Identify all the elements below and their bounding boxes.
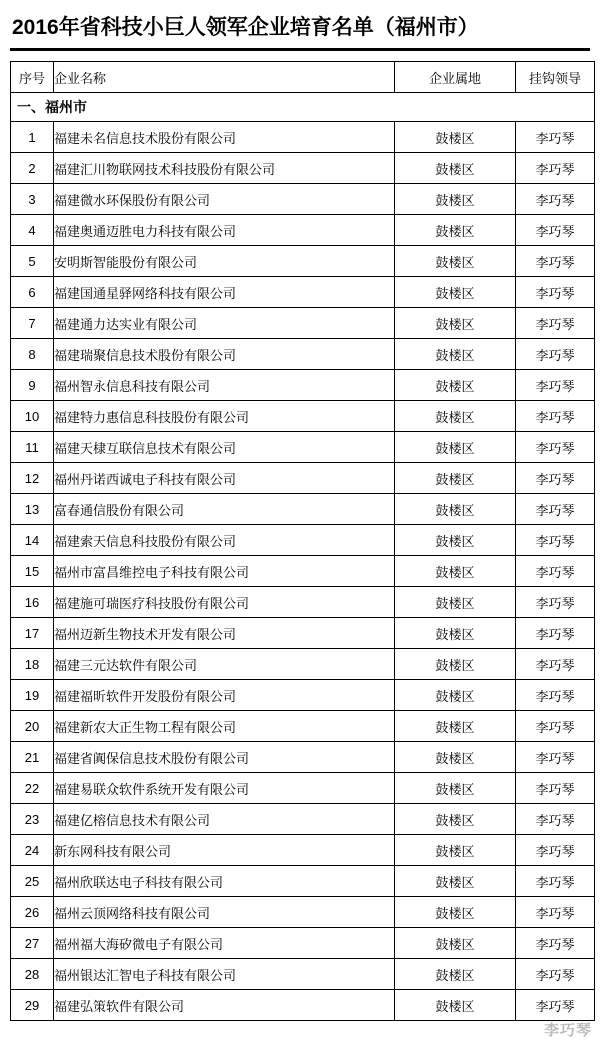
cell-index: 15	[11, 556, 54, 587]
column-header-leader: 挂钩领导	[516, 62, 595, 93]
cell-enterprise-name: 安明斯智能股份有限公司	[54, 246, 395, 277]
table-row	[11, 928, 595, 959]
cell-enterprise-name: 福州福大海矽微电子有限公司	[54, 928, 395, 959]
enterprise-table	[10, 61, 595, 1021]
cell-leader: 李巧琴	[516, 649, 595, 680]
table-row	[11, 432, 595, 463]
cell-area: 鼓楼区	[395, 463, 516, 494]
cell-area: 鼓楼区	[395, 897, 516, 928]
table-row	[11, 308, 595, 339]
cell-leader: 李巧琴	[516, 990, 595, 1021]
cell-index: 9	[11, 370, 54, 401]
cell-area: 鼓楼区	[395, 649, 516, 680]
cell-leader: 李巧琴	[516, 804, 595, 835]
table-row	[11, 711, 595, 742]
table-row	[11, 277, 595, 308]
cell-index: 19	[11, 680, 54, 711]
cell-area: 鼓楼区	[395, 711, 516, 742]
cell-area: 鼓楼区	[395, 308, 516, 339]
cell-leader: 李巧琴	[516, 835, 595, 866]
column-header-index: 序号	[11, 62, 54, 93]
cell-enterprise-name: 富春通信股份有限公司	[54, 494, 395, 525]
table-row	[11, 556, 595, 587]
cell-area: 鼓楼区	[395, 835, 516, 866]
cell-leader: 李巧琴	[516, 556, 595, 587]
table-row	[11, 618, 595, 649]
cell-area: 鼓楼区	[395, 680, 516, 711]
table-row	[11, 339, 595, 370]
cell-enterprise-name: 福建未名信息技术股份有限公司	[54, 122, 395, 153]
table-row	[11, 990, 595, 1021]
cell-index: 26	[11, 897, 54, 928]
cell-leader: 李巧琴	[516, 742, 595, 773]
table-row	[11, 804, 595, 835]
cell-leader: 李巧琴	[516, 773, 595, 804]
cell-index: 28	[11, 959, 54, 990]
cell-enterprise-name: 福州欣联达电子科技有限公司	[54, 866, 395, 897]
table-row	[11, 463, 595, 494]
cell-index: 13	[11, 494, 54, 525]
cell-leader: 李巧琴	[516, 339, 595, 370]
table-row	[11, 184, 595, 215]
cell-leader: 李巧琴	[516, 959, 595, 990]
cell-area: 鼓楼区	[395, 804, 516, 835]
table-row	[11, 246, 595, 277]
table-row	[11, 525, 595, 556]
cell-leader: 李巧琴	[516, 432, 595, 463]
table-row	[11, 773, 595, 804]
cell-enterprise-name: 福建弘策软件有限公司	[54, 990, 395, 1021]
cell-area: 鼓楼区	[395, 370, 516, 401]
table-header-row	[11, 62, 595, 93]
cell-index: 27	[11, 928, 54, 959]
table-row	[11, 742, 595, 773]
cell-leader: 李巧琴	[516, 215, 595, 246]
table-section-row	[11, 93, 595, 122]
cell-enterprise-name: 福州迈新生物技术开发有限公司	[54, 618, 395, 649]
cell-index: 25	[11, 866, 54, 897]
cell-area: 鼓楼区	[395, 215, 516, 246]
cell-area: 鼓楼区	[395, 742, 516, 773]
cell-index: 11	[11, 432, 54, 463]
cell-leader: 李巧琴	[516, 122, 595, 153]
cell-index: 5	[11, 246, 54, 277]
cell-leader: 李巧琴	[516, 184, 595, 215]
cell-area: 鼓楼区	[395, 122, 516, 153]
cell-index: 16	[11, 587, 54, 618]
cell-area: 鼓楼区	[395, 246, 516, 277]
cell-enterprise-name: 福建微水环保股份有限公司	[54, 184, 395, 215]
cell-leader: 李巧琴	[516, 401, 595, 432]
cell-index: 24	[11, 835, 54, 866]
document-title-bar	[10, 14, 590, 51]
cell-enterprise-name: 福建特力惠信息科技股份有限公司	[54, 401, 395, 432]
cell-leader: 李巧琴	[516, 587, 595, 618]
cell-index: 1	[11, 122, 54, 153]
cell-enterprise-name: 福建福昕软件开发股份有限公司	[54, 680, 395, 711]
cell-enterprise-name: 福建三元达软件有限公司	[54, 649, 395, 680]
cell-enterprise-name: 福建新农大正生物工程有限公司	[54, 711, 395, 742]
cell-enterprise-name: 福建瑞聚信息技术股份有限公司	[54, 339, 395, 370]
table-row	[11, 215, 595, 246]
cell-leader: 李巧琴	[516, 494, 595, 525]
cell-leader: 李巧琴	[516, 308, 595, 339]
cell-enterprise-name: 福建奥通迈胜电力科技有限公司	[54, 215, 395, 246]
page-title: 2016年省科技小巨人领军企业培育名单（福州市）	[12, 16, 479, 39]
cell-area: 鼓楼区	[395, 153, 516, 184]
cell-enterprise-name: 福州智永信息科技有限公司	[54, 370, 395, 401]
cell-index: 20	[11, 711, 54, 742]
cell-index: 2	[11, 153, 54, 184]
cell-area: 鼓楼区	[395, 556, 516, 587]
cell-enterprise-name: 福建通力达实业有限公司	[54, 308, 395, 339]
cell-index: 6	[11, 277, 54, 308]
cell-enterprise-name: 福州丹诺西诚电子科技有限公司	[54, 463, 395, 494]
cell-area: 鼓楼区	[395, 277, 516, 308]
cell-leader: 李巧琴	[516, 928, 595, 959]
table-row	[11, 153, 595, 184]
cell-index: 22	[11, 773, 54, 804]
cell-area: 鼓楼区	[395, 184, 516, 215]
cell-leader: 李巧琴	[516, 463, 595, 494]
cell-area: 鼓楼区	[395, 525, 516, 556]
cell-area: 鼓楼区	[395, 618, 516, 649]
cell-leader: 李巧琴	[516, 866, 595, 897]
table-row	[11, 122, 595, 153]
cell-area: 鼓楼区	[395, 866, 516, 897]
table-row	[11, 866, 595, 897]
cell-enterprise-name: 福建天棣互联信息技术有限公司	[54, 432, 395, 463]
cell-area: 鼓楼区	[395, 432, 516, 463]
cell-area: 鼓楼区	[395, 339, 516, 370]
column-header-area: 企业属地	[395, 62, 516, 93]
table-body	[11, 93, 595, 1021]
cell-leader: 李巧琴	[516, 277, 595, 308]
cell-enterprise-name: 福建省阗保信息技术股份有限公司	[54, 742, 395, 773]
watermark-text: 李巧琴	[543, 1022, 592, 1039]
cell-leader: 李巧琴	[516, 897, 595, 928]
cell-index: 4	[11, 215, 54, 246]
cell-enterprise-name: 福建施可瑞医疗科技股份有限公司	[54, 587, 395, 618]
cell-index: 7	[11, 308, 54, 339]
table-header	[11, 62, 595, 93]
cell-index: 12	[11, 463, 54, 494]
cell-enterprise-name: 福州云顶网络科技有限公司	[54, 897, 395, 928]
cell-enterprise-name: 福建国通星驿网络科技有限公司	[54, 277, 395, 308]
cell-area: 鼓楼区	[395, 587, 516, 618]
table-row	[11, 370, 595, 401]
cell-enterprise-name: 福建易联众软件系统开发有限公司	[54, 773, 395, 804]
table-row	[11, 959, 595, 990]
table-row	[11, 494, 595, 525]
cell-area: 鼓楼区	[395, 928, 516, 959]
cell-area: 鼓楼区	[395, 494, 516, 525]
section-label: 一、福州市	[11, 93, 595, 122]
cell-leader: 李巧琴	[516, 711, 595, 742]
cell-leader: 李巧琴	[516, 246, 595, 277]
cell-index: 14	[11, 525, 54, 556]
table-row	[11, 680, 595, 711]
cell-leader: 李巧琴	[516, 618, 595, 649]
cell-leader: 李巧琴	[516, 370, 595, 401]
cell-index: 8	[11, 339, 54, 370]
cell-enterprise-name: 新东网科技有限公司	[54, 835, 395, 866]
cell-leader: 李巧琴	[516, 153, 595, 184]
column-header-name: 企业名称	[54, 62, 395, 93]
cell-index: 18	[11, 649, 54, 680]
table-row	[11, 587, 595, 618]
cell-index: 3	[11, 184, 54, 215]
cell-area: 鼓楼区	[395, 959, 516, 990]
cell-index: 21	[11, 742, 54, 773]
table-row	[11, 835, 595, 866]
cell-index: 17	[11, 618, 54, 649]
cell-leader: 李巧琴	[516, 680, 595, 711]
table-row	[11, 401, 595, 432]
document-page	[0, 14, 600, 1046]
cell-enterprise-name: 福建汇川物联网技术科技股份有限公司	[54, 153, 395, 184]
cell-leader: 李巧琴	[516, 525, 595, 556]
table-row	[11, 649, 595, 680]
cell-enterprise-name: 福建索天信息科技股份有限公司	[54, 525, 395, 556]
cell-enterprise-name: 福州银达汇智电子科技有限公司	[54, 959, 395, 990]
cell-area: 鼓楼区	[395, 990, 516, 1021]
cell-index: 29	[11, 990, 54, 1021]
cell-enterprise-name: 福建亿榕信息技术有限公司	[54, 804, 395, 835]
cell-index: 23	[11, 804, 54, 835]
cell-index: 10	[11, 401, 54, 432]
cell-area: 鼓楼区	[395, 773, 516, 804]
table-row	[11, 897, 595, 928]
cell-enterprise-name: 福州市富昌维控电子科技有限公司	[54, 556, 395, 587]
cell-area: 鼓楼区	[395, 401, 516, 432]
